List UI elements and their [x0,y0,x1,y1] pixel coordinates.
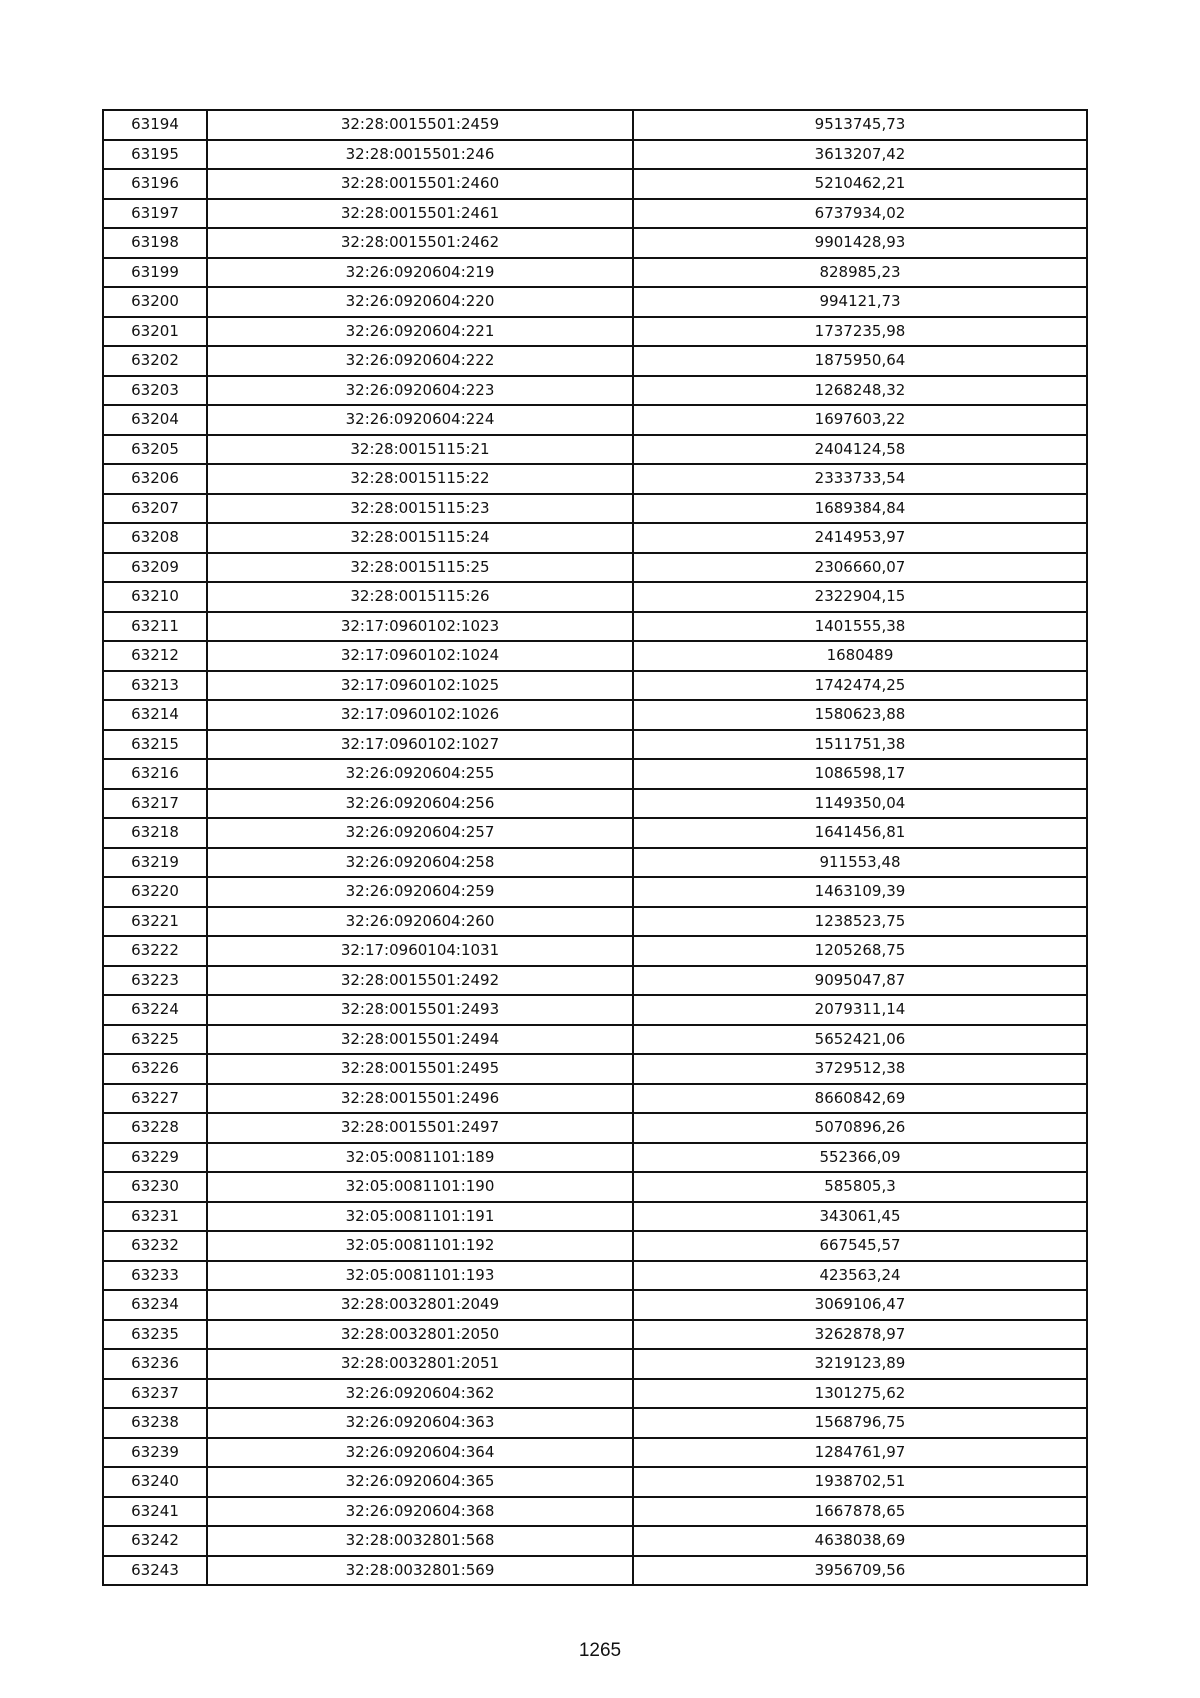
row-number-cell: 63205 [103,435,207,465]
cadastral-number-cell: 32:28:0015501:2495 [207,1054,633,1084]
cadastral-value-cell: 1938702,51 [633,1467,1087,1497]
row-number-cell: 63222 [103,936,207,966]
table-row [103,1349,1087,1379]
row-number-cell: 63228 [103,1113,207,1143]
cadastral-number-cell: 32:26:0920604:368 [207,1497,633,1527]
cadastral-value-cell: 8660842,69 [633,1084,1087,1114]
cadastral-value-cell: 5210462,21 [633,169,1087,199]
row-number-cell: 63216 [103,759,207,789]
cadastral-number-cell: 32:05:0081101:189 [207,1143,633,1173]
cadastral-value-cell: 9095047,87 [633,966,1087,996]
table-row [103,1379,1087,1409]
table-row [103,1231,1087,1261]
cadastral-number-cell: 32:28:0015501:2494 [207,1025,633,1055]
table-row [103,435,1087,465]
cadastral-number-cell: 32:26:0920604:363 [207,1408,633,1438]
row-number-cell: 63219 [103,848,207,878]
cadastral-number-cell: 32:28:0032801:569 [207,1556,633,1586]
cadastral-value-cell: 6737934,02 [633,199,1087,229]
cadastral-value-cell: 3069106,47 [633,1290,1087,1320]
row-number-cell: 63207 [103,494,207,524]
row-number-cell: 63229 [103,1143,207,1173]
row-number-cell: 63235 [103,1320,207,1350]
table-row [103,258,1087,288]
cadastral-value-cell: 1268248,32 [633,376,1087,406]
table-row [103,759,1087,789]
cadastral-value-cell: 1301275,62 [633,1379,1087,1409]
row-number-cell: 63200 [103,287,207,317]
cadastral-value-cell: 1667878,65 [633,1497,1087,1527]
table-row [103,1143,1087,1173]
row-number-cell: 63232 [103,1231,207,1261]
row-number-cell: 63208 [103,523,207,553]
row-number-cell: 63231 [103,1202,207,1232]
cadastral-number-cell: 32:28:0015501:246 [207,140,633,170]
cadastral-value-cell: 343061,45 [633,1202,1087,1232]
table-row [103,907,1087,937]
cadastral-value-cell: 2404124,58 [633,435,1087,465]
table-row [103,1408,1087,1438]
row-number-cell: 63218 [103,818,207,848]
table-row [103,1084,1087,1114]
table-row [103,199,1087,229]
cadastral-value-cell: 2306660,07 [633,553,1087,583]
row-number-cell: 63213 [103,671,207,701]
table-row [103,169,1087,199]
table-row [103,1467,1087,1497]
cadastral-value-cell: 1875950,64 [633,346,1087,376]
cadastral-value-cell: 1238523,75 [633,907,1087,937]
cadastral-number-cell: 32:17:0960102:1026 [207,700,633,730]
table-row [103,582,1087,612]
cadastral-value-cell: 1401555,38 [633,612,1087,642]
row-number-cell: 63233 [103,1261,207,1291]
cadastral-number-cell: 32:26:0920604:220 [207,287,633,317]
cadastral-value-cell: 1742474,25 [633,671,1087,701]
cadastral-value-cell: 1284761,97 [633,1438,1087,1468]
table-row [103,523,1087,553]
row-number-cell: 63230 [103,1172,207,1202]
cadastral-value-cell: 2322904,15 [633,582,1087,612]
cadastral-number-cell: 32:28:0032801:2050 [207,1320,633,1350]
row-number-cell: 63224 [103,995,207,1025]
row-number-cell: 63242 [103,1526,207,1556]
cadastral-value-cell: 3613207,42 [633,140,1087,170]
table-row [103,1320,1087,1350]
cadastral-number-cell: 32:17:0960102:1025 [207,671,633,701]
row-number-cell: 63225 [103,1025,207,1055]
row-number-cell: 63214 [103,700,207,730]
cadastral-number-cell: 32:28:0015501:2496 [207,1084,633,1114]
cadastral-number-cell: 32:26:0920604:255 [207,759,633,789]
table-row [103,287,1087,317]
cadastral-number-cell: 32:05:0081101:193 [207,1261,633,1291]
cadastral-number-cell: 32:28:0032801:568 [207,1526,633,1556]
row-number-cell: 63227 [103,1084,207,1114]
cadastral-value-cell: 1641456,81 [633,818,1087,848]
row-number-cell: 63223 [103,966,207,996]
cadastral-number-cell: 32:26:0920604:258 [207,848,633,878]
cadastral-value-cell: 1086598,17 [633,759,1087,789]
cadastral-number-cell: 32:26:0920604:219 [207,258,633,288]
cadastral-value-cell: 423563,24 [633,1261,1087,1291]
row-number-cell: 63217 [103,789,207,819]
cadastral-number-cell: 32:26:0920604:260 [207,907,633,937]
row-number-cell: 63201 [103,317,207,347]
row-number-cell: 63237 [103,1379,207,1409]
row-number-cell: 63220 [103,877,207,907]
cadastral-value-cell: 9901428,93 [633,228,1087,258]
table-row [103,1290,1087,1320]
table-row [103,317,1087,347]
cadastral-number-cell: 32:28:0032801:2049 [207,1290,633,1320]
row-number-cell: 63194 [103,110,207,140]
table-row [103,1025,1087,1055]
row-number-cell: 63226 [103,1054,207,1084]
cadastral-number-cell: 32:28:0015501:2459 [207,110,633,140]
row-number-cell: 63206 [103,464,207,494]
cadastral-number-cell: 32:05:0081101:192 [207,1231,633,1261]
cadastral-value-cell: 667545,57 [633,1231,1087,1261]
table-row [103,228,1087,258]
row-number-cell: 63203 [103,376,207,406]
row-number-cell: 63234 [103,1290,207,1320]
table-row [103,1497,1087,1527]
cadastral-value-cell: 994121,73 [633,287,1087,317]
table-row [103,995,1087,1025]
table-row [103,553,1087,583]
cadastral-number-cell: 32:28:0015501:2492 [207,966,633,996]
cadastral-value-cell: 3729512,38 [633,1054,1087,1084]
cadastral-value-cell: 2414953,97 [633,523,1087,553]
cadastral-number-cell: 32:28:0015501:2462 [207,228,633,258]
cadastral-number-cell: 32:26:0920604:224 [207,405,633,435]
cadastral-number-cell: 32:26:0920604:365 [207,1467,633,1497]
cadastral-number-cell: 32:28:0015115:24 [207,523,633,553]
table-row [103,1556,1087,1586]
cadastral-number-cell: 32:17:0960102:1027 [207,730,633,760]
cadastral-number-cell: 32:26:0920604:221 [207,317,633,347]
cadastral-number-cell: 32:28:0015501:2497 [207,1113,633,1143]
table-row [103,110,1087,140]
row-number-cell: 63196 [103,169,207,199]
page-number: 1265 [578,1640,622,1661]
cadastral-value-cell: 1697603,22 [633,405,1087,435]
cadastral-value-cell: 585805,3 [633,1172,1087,1202]
table-row [103,612,1087,642]
table-row [103,848,1087,878]
cadastral-number-cell: 32:28:0032801:2051 [207,1349,633,1379]
table-row [103,1526,1087,1556]
table-row [103,1054,1087,1084]
cadastral-value-cell: 5070896,26 [633,1113,1087,1143]
cadastral-number-cell: 32:26:0920604:223 [207,376,633,406]
row-number-cell: 63212 [103,641,207,671]
cadastral-value-table [102,109,1088,1586]
cadastral-value-cell: 3219123,89 [633,1349,1087,1379]
table-row [103,966,1087,996]
table-row [103,140,1087,170]
cadastral-value-cell: 1737235,98 [633,317,1087,347]
cadastral-value-cell: 1568796,75 [633,1408,1087,1438]
cadastral-value-cell: 4638038,69 [633,1526,1087,1556]
table-row [103,641,1087,671]
cadastral-number-cell: 32:26:0920604:257 [207,818,633,848]
row-number-cell: 63204 [103,405,207,435]
row-number-cell: 63197 [103,199,207,229]
cadastral-number-cell: 32:26:0920604:256 [207,789,633,819]
table-row [103,405,1087,435]
row-number-cell: 63221 [103,907,207,937]
cadastral-number-cell: 32:28:0015501:2460 [207,169,633,199]
row-number-cell: 63202 [103,346,207,376]
cadastral-value-cell: 1463109,39 [633,877,1087,907]
row-number-cell: 63240 [103,1467,207,1497]
cadastral-number-cell: 32:28:0015115:23 [207,494,633,524]
row-number-cell: 63199 [103,258,207,288]
table-row [103,494,1087,524]
cadastral-value-cell: 1149350,04 [633,789,1087,819]
row-number-cell: 63238 [103,1408,207,1438]
cadastral-value-cell: 3956709,56 [633,1556,1087,1586]
cadastral-number-cell: 32:26:0920604:222 [207,346,633,376]
row-number-cell: 63236 [103,1349,207,1379]
table-row [103,464,1087,494]
cadastral-number-cell: 32:28:0015115:22 [207,464,633,494]
row-number-cell: 63215 [103,730,207,760]
row-number-cell: 63195 [103,140,207,170]
table-row [103,789,1087,819]
cadastral-number-cell: 32:28:0015501:2493 [207,995,633,1025]
row-number-cell: 63241 [103,1497,207,1527]
table-row [103,1202,1087,1232]
row-number-cell: 63211 [103,612,207,642]
cadastral-value-cell: 1580623,88 [633,700,1087,730]
cadastral-number-cell: 32:28:0015115:21 [207,435,633,465]
cadastral-number-cell: 32:28:0015115:26 [207,582,633,612]
cadastral-number-cell: 32:26:0920604:259 [207,877,633,907]
cadastral-number-cell: 32:17:0960102:1023 [207,612,633,642]
table-row [103,818,1087,848]
cadastral-value-cell: 828985,23 [633,258,1087,288]
cadastral-number-cell: 32:17:0960104:1031 [207,936,633,966]
cadastral-value-cell: 5652421,06 [633,1025,1087,1055]
cadastral-number-cell: 32:26:0920604:362 [207,1379,633,1409]
table-row [103,730,1087,760]
cadastral-value-cell: 1511751,38 [633,730,1087,760]
cadastral-number-cell: 32:05:0081101:191 [207,1202,633,1232]
row-number-cell: 63198 [103,228,207,258]
table-row [103,700,1087,730]
cadastral-number-cell: 32:05:0081101:190 [207,1172,633,1202]
row-number-cell: 63239 [103,1438,207,1468]
cadastral-value-cell: 1205268,75 [633,936,1087,966]
table-row [103,1113,1087,1143]
table-row [103,671,1087,701]
cadastral-value-cell: 1680489 [633,641,1087,671]
cadastral-number-cell: 32:28:0015501:2461 [207,199,633,229]
cadastral-number-cell: 32:17:0960102:1024 [207,641,633,671]
table-row [103,936,1087,966]
cadastral-value-cell: 2079311,14 [633,995,1087,1025]
cadastral-value-cell: 3262878,97 [633,1320,1087,1350]
table-row [103,877,1087,907]
table-row [103,1261,1087,1291]
cadastral-number-cell: 32:28:0015115:25 [207,553,633,583]
table-row [103,376,1087,406]
cadastral-number-cell: 32:26:0920604:364 [207,1438,633,1468]
cadastral-value-cell: 911553,48 [633,848,1087,878]
row-number-cell: 63243 [103,1556,207,1586]
cadastral-value-cell: 552366,09 [633,1143,1087,1173]
cadastral-value-cell: 1689384,84 [633,494,1087,524]
table-body [103,110,1087,1585]
row-number-cell: 63210 [103,582,207,612]
table-row [103,346,1087,376]
cadastral-value-cell: 9513745,73 [633,110,1087,140]
row-number-cell: 63209 [103,553,207,583]
table-row [103,1172,1087,1202]
cadastral-value-cell: 2333733,54 [633,464,1087,494]
table-row [103,1438,1087,1468]
